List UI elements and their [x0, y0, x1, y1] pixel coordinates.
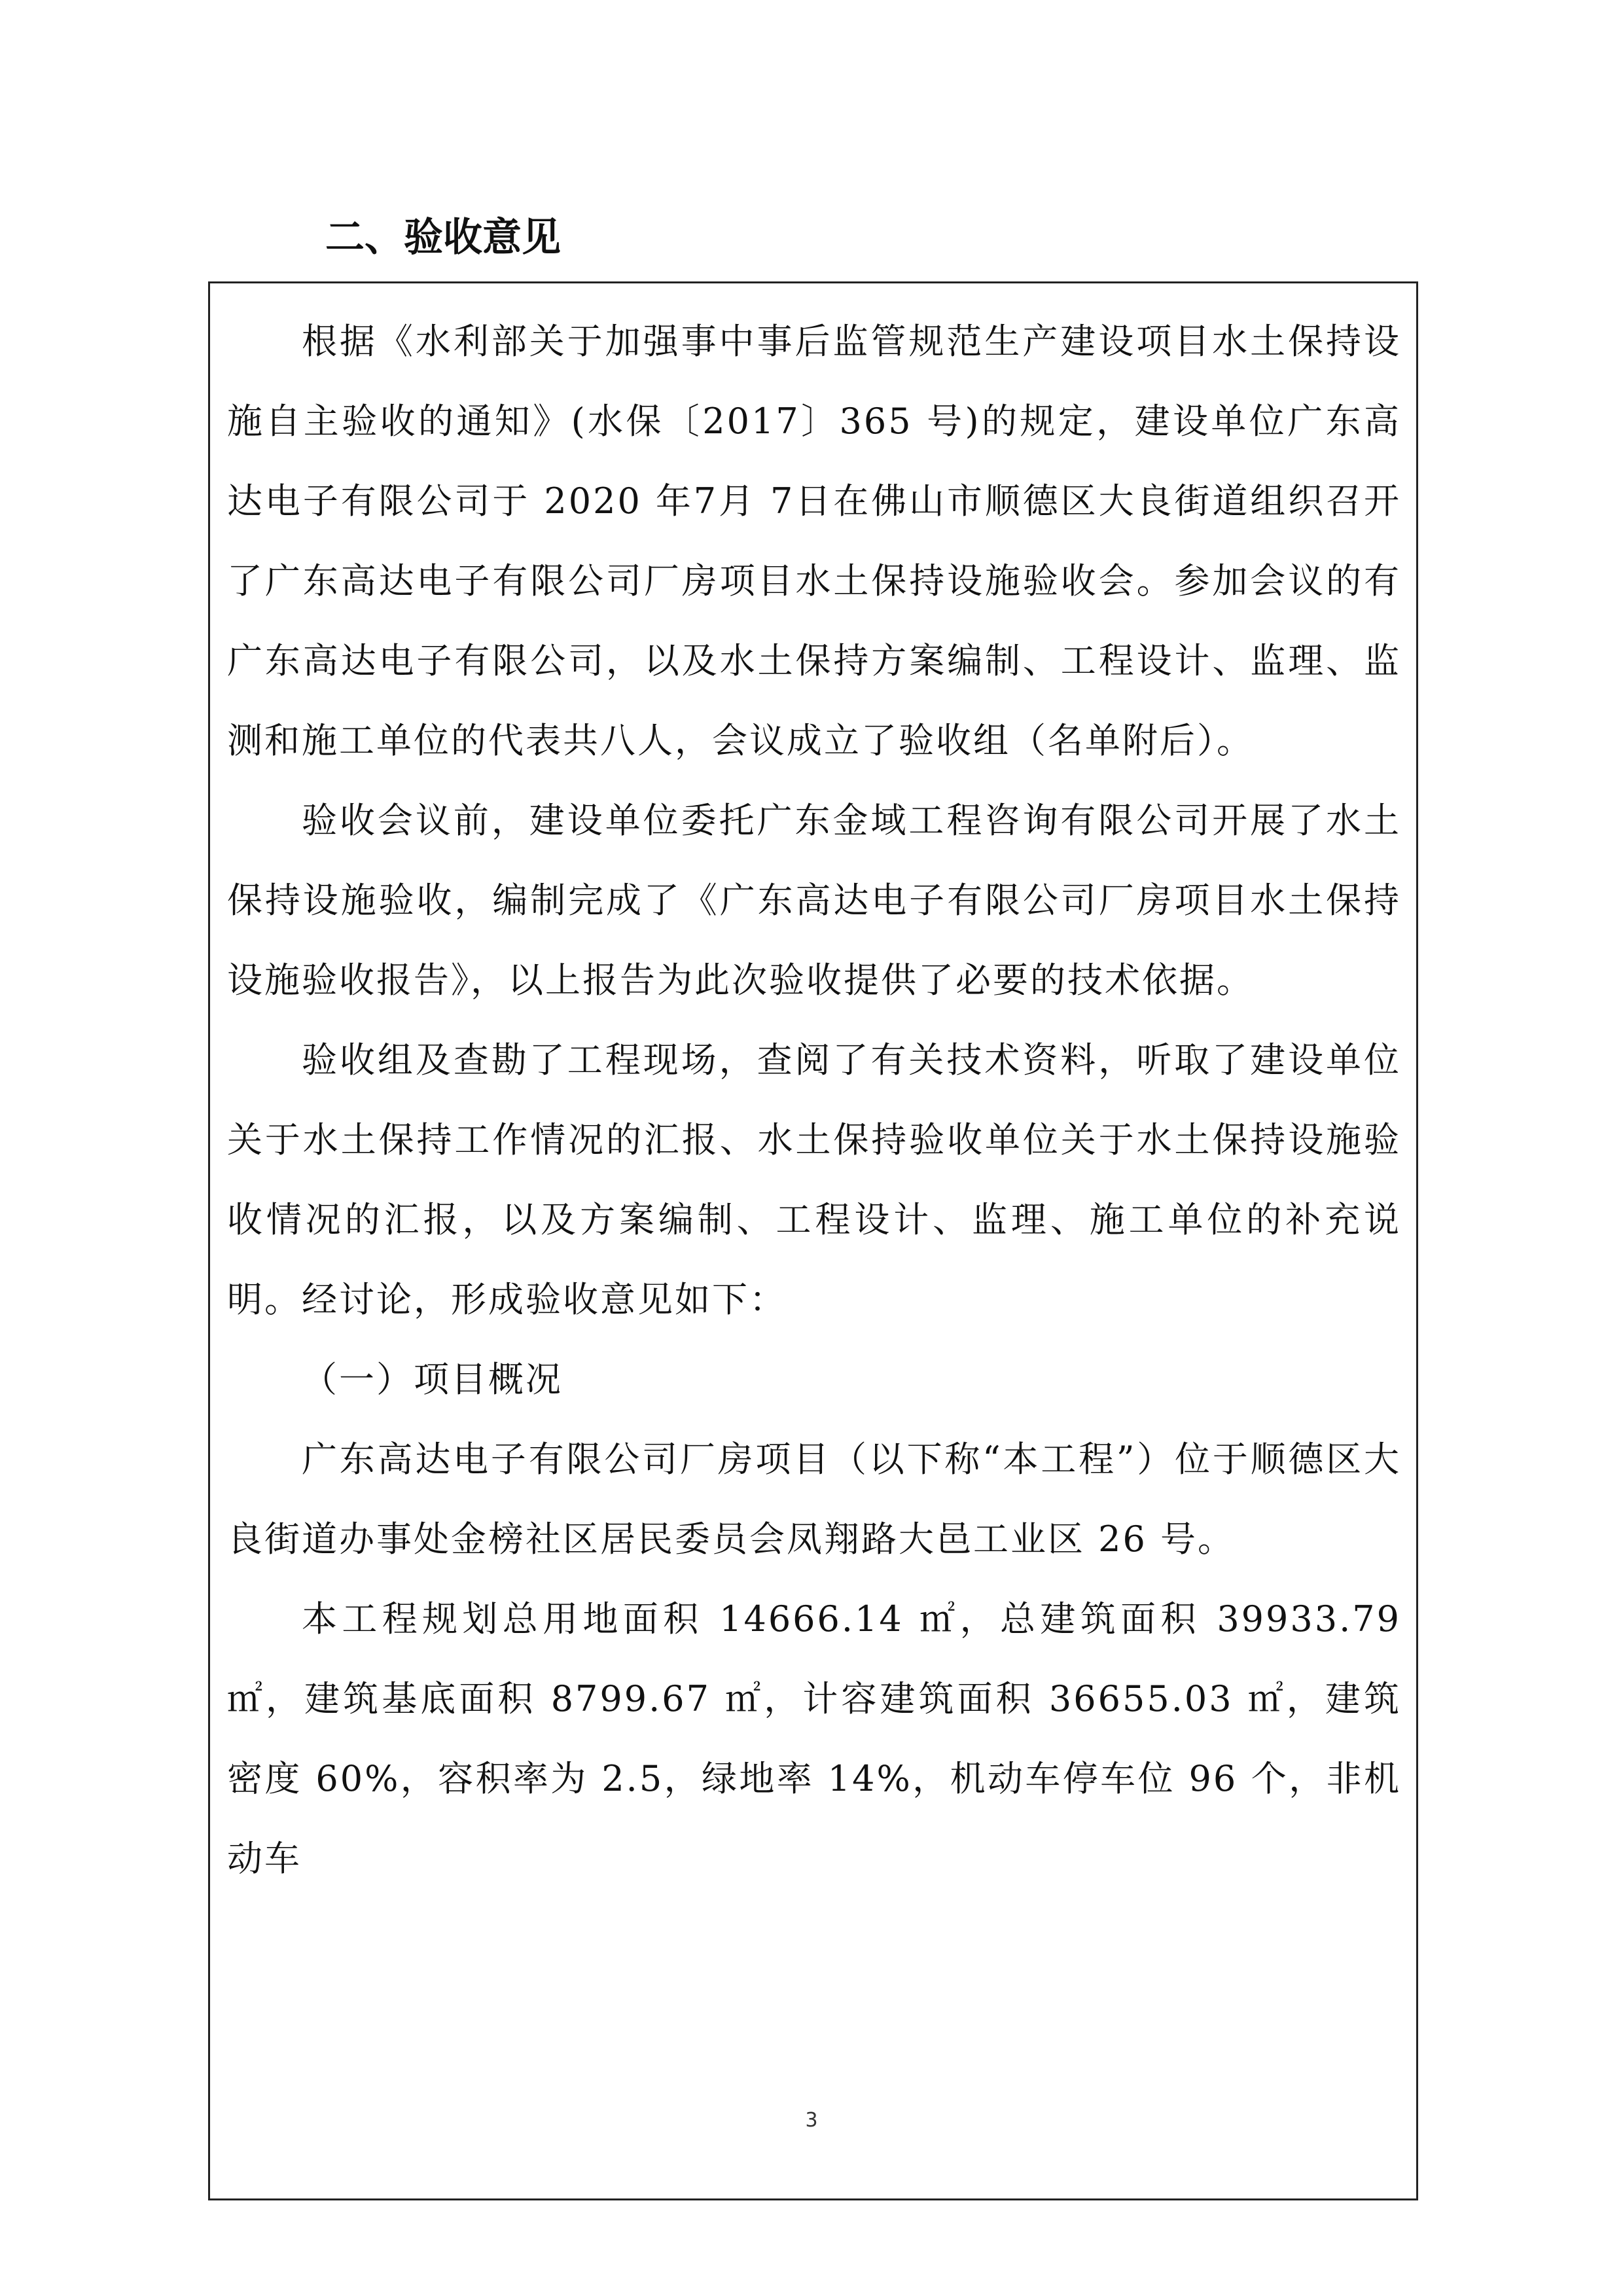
paragraph-legal-basis: 根据《水利部关于加强事中事后监管规范生产建设项目水土保持设施自主验收的通知》(水保〔2017〕365 号)的规定，建设单位广东高达电子有限公司于 2020 年7月 7日在佛山市顺德区大良街道组织召开了广东高达电子有限公司厂房项目水土保持设施验收会。参加会议的有广东高达电子有限公司，以及水土保持方案编制、工程设计、监理、监测和施工单位的代表共八人，会议成立了验收组（名单附后）。: [227, 321, 1401, 761]
section-heading: 二、验收意见: [325, 215, 561, 260]
paragraph-site-inspection: 验收组及查勘了工程现场，查阅了有关技术资料，听取了建设单位关于水土保持工作情况的汇报、水土保持验收单位关于水土保持设施验收情况的汇报，以及方案编制、工程设计、监理、施工单位的补充说明。经讨论，形成验收意见如下：: [227, 1039, 1401, 1320]
page-number: 3: [805, 2109, 818, 2132]
paragraph-report-preparation: 验收会议前，建设单位委托广东金域工程咨询有限公司开展了水土保持设施验收，编制完成了《广东高达电子有限公司厂房项目水土保持设施验收报告》，以上报告为此次验收提供了必要的技术依据。: [227, 800, 1401, 1001]
subheading-project-overview: （一）项目概况: [302, 1359, 563, 1400]
opinion-body: [227, 302, 1401, 1899]
acceptance-opinion-box: [208, 281, 1418, 2200]
paragraph-project-location: 广东高达电子有限公司厂房项目（以下称“本工程”）位于顺德区大良街道办事处金榜社区居民委员会凤翔路大邑工业区 26 号。: [227, 1439, 1401, 1560]
paragraph-project-scale: 本工程规划总用地面积 14666.14 ㎡，总建筑面积 39933.79 ㎡，建筑基底面积 8799.67 ㎡，计容建筑面积 36655.03 ㎡，建筑密度 60%，容积率为 2.5，绿地率 14%，机动车停车位 96 个，非机动车: [227, 1598, 1401, 1879]
